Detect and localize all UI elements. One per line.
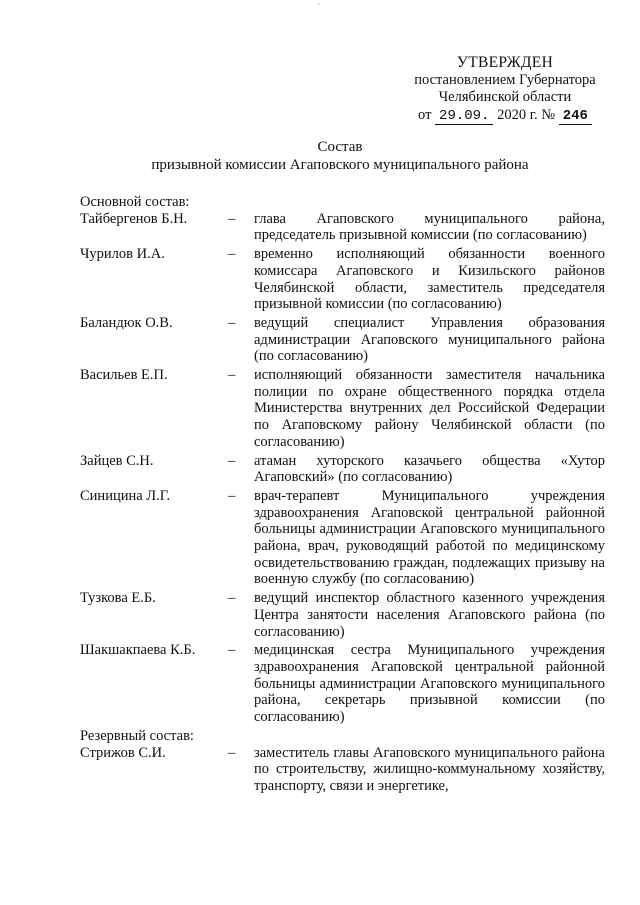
member-role: медицинская сестра Муниципального учреждения здравоохранения Агаповской центральной районной больницы администрации Агаповского муниципального района, секретарь призывной комиссии (по согласованию): [254, 642, 605, 726]
member-role: исполняющий обязанности заместителя начальника полиции по охране общественного порядка отдела Министерства внутренних дел Российской Федерации по Агаповскому району Челябинской области (по согласованию): [254, 367, 605, 450]
member-dash: –: [228, 590, 236, 607]
member-dash: –: [228, 487, 236, 504]
member-role: ведущий инспектор областного казенного учреждения Центра занятости населения Агаповского района (по согласованию): [254, 590, 605, 640]
member-role: глава Агаповского муниципального района, председатель призывной комиссии (по согласованию): [254, 210, 605, 244]
member-row: [80, 745, 605, 795]
member-role: атаман хуторского казачьего общества «Хутор Агаповский» (по согласованию): [254, 452, 605, 486]
member-row: [80, 590, 605, 640]
member-role: временно исполняющий обязанности военного комиссара Агаповского и Кизильского районов Челябинской области, заместитель председателя призывной комиссии (по согласованию): [254, 246, 605, 313]
reserve-section-label: Резервный состав:: [80, 727, 194, 744]
approval-line-2: Челябинской области: [438, 89, 572, 105]
year-text: 2020 г. №: [497, 106, 556, 123]
main-section-label: Основной состав:: [80, 194, 190, 210]
approval-line-1: постановлением Губернатора: [414, 71, 596, 88]
member-dash: –: [228, 452, 236, 469]
heading-title: Состав: [317, 139, 363, 155]
member-name: Баландюк О.В.: [80, 314, 173, 331]
heading-subtitle: призывной комиссии Агаповского муниципального района: [151, 157, 529, 173]
approval-title: УТВЕРЖДЕН: [456, 54, 554, 71]
member-dash: –: [228, 210, 236, 227]
member-row: [80, 246, 605, 313]
doc-number: 246: [559, 108, 592, 125]
approval-date-line: [390, 107, 620, 126]
member-role: ведущий специалист Управления образования администрации Агаповского муниципального района (по согласованию): [254, 314, 605, 365]
page-mark: ': [318, 2, 320, 13]
member-name: Тайбергенов Б.Н.: [80, 210, 188, 227]
member-name: Стрижов С.И.: [80, 744, 166, 761]
member-dash: –: [228, 367, 236, 384]
member-name: Зайцев С.Н.: [80, 452, 154, 469]
member-dash: –: [228, 642, 236, 659]
member-dash: –: [228, 246, 236, 263]
member-name: Чурилов И.А.: [80, 246, 165, 263]
member-row: [80, 453, 605, 486]
approval-stamp: [390, 54, 620, 125]
member-row: [80, 488, 605, 588]
member-role: врач-терапевт Муниципального учреждения здравоохранения Агаповской центральной районной больницы администрации Агаповского муниципального района, врач, руководящий работой по медицинскому освидетельствованию граждан, подлежащих призыву на военную службу (по согласованию): [254, 487, 605, 588]
member-row: [80, 642, 605, 726]
member-row: [80, 367, 605, 451]
date-value: 29.09.: [435, 108, 493, 125]
document-heading: [80, 138, 600, 174]
member-dash: –: [228, 314, 236, 331]
member-name: Тузкова Е.Б.: [80, 590, 156, 607]
date-prefix: от: [418, 106, 432, 123]
member-name: Шакшакпаева К.Б.: [80, 642, 196, 659]
member-name: Васильев Е.П.: [80, 367, 168, 384]
member-name: Синицина Л.Г.: [80, 487, 171, 504]
member-row: [80, 211, 605, 244]
member-row: [80, 315, 605, 365]
member-dash: –: [228, 744, 236, 761]
member-role: заместитель главы Агаповского муниципального района по строительству, жилищно-коммунальному хозяйству, транспорту, связи и энергетике,: [254, 744, 605, 794]
commission-composition: [80, 194, 605, 797]
